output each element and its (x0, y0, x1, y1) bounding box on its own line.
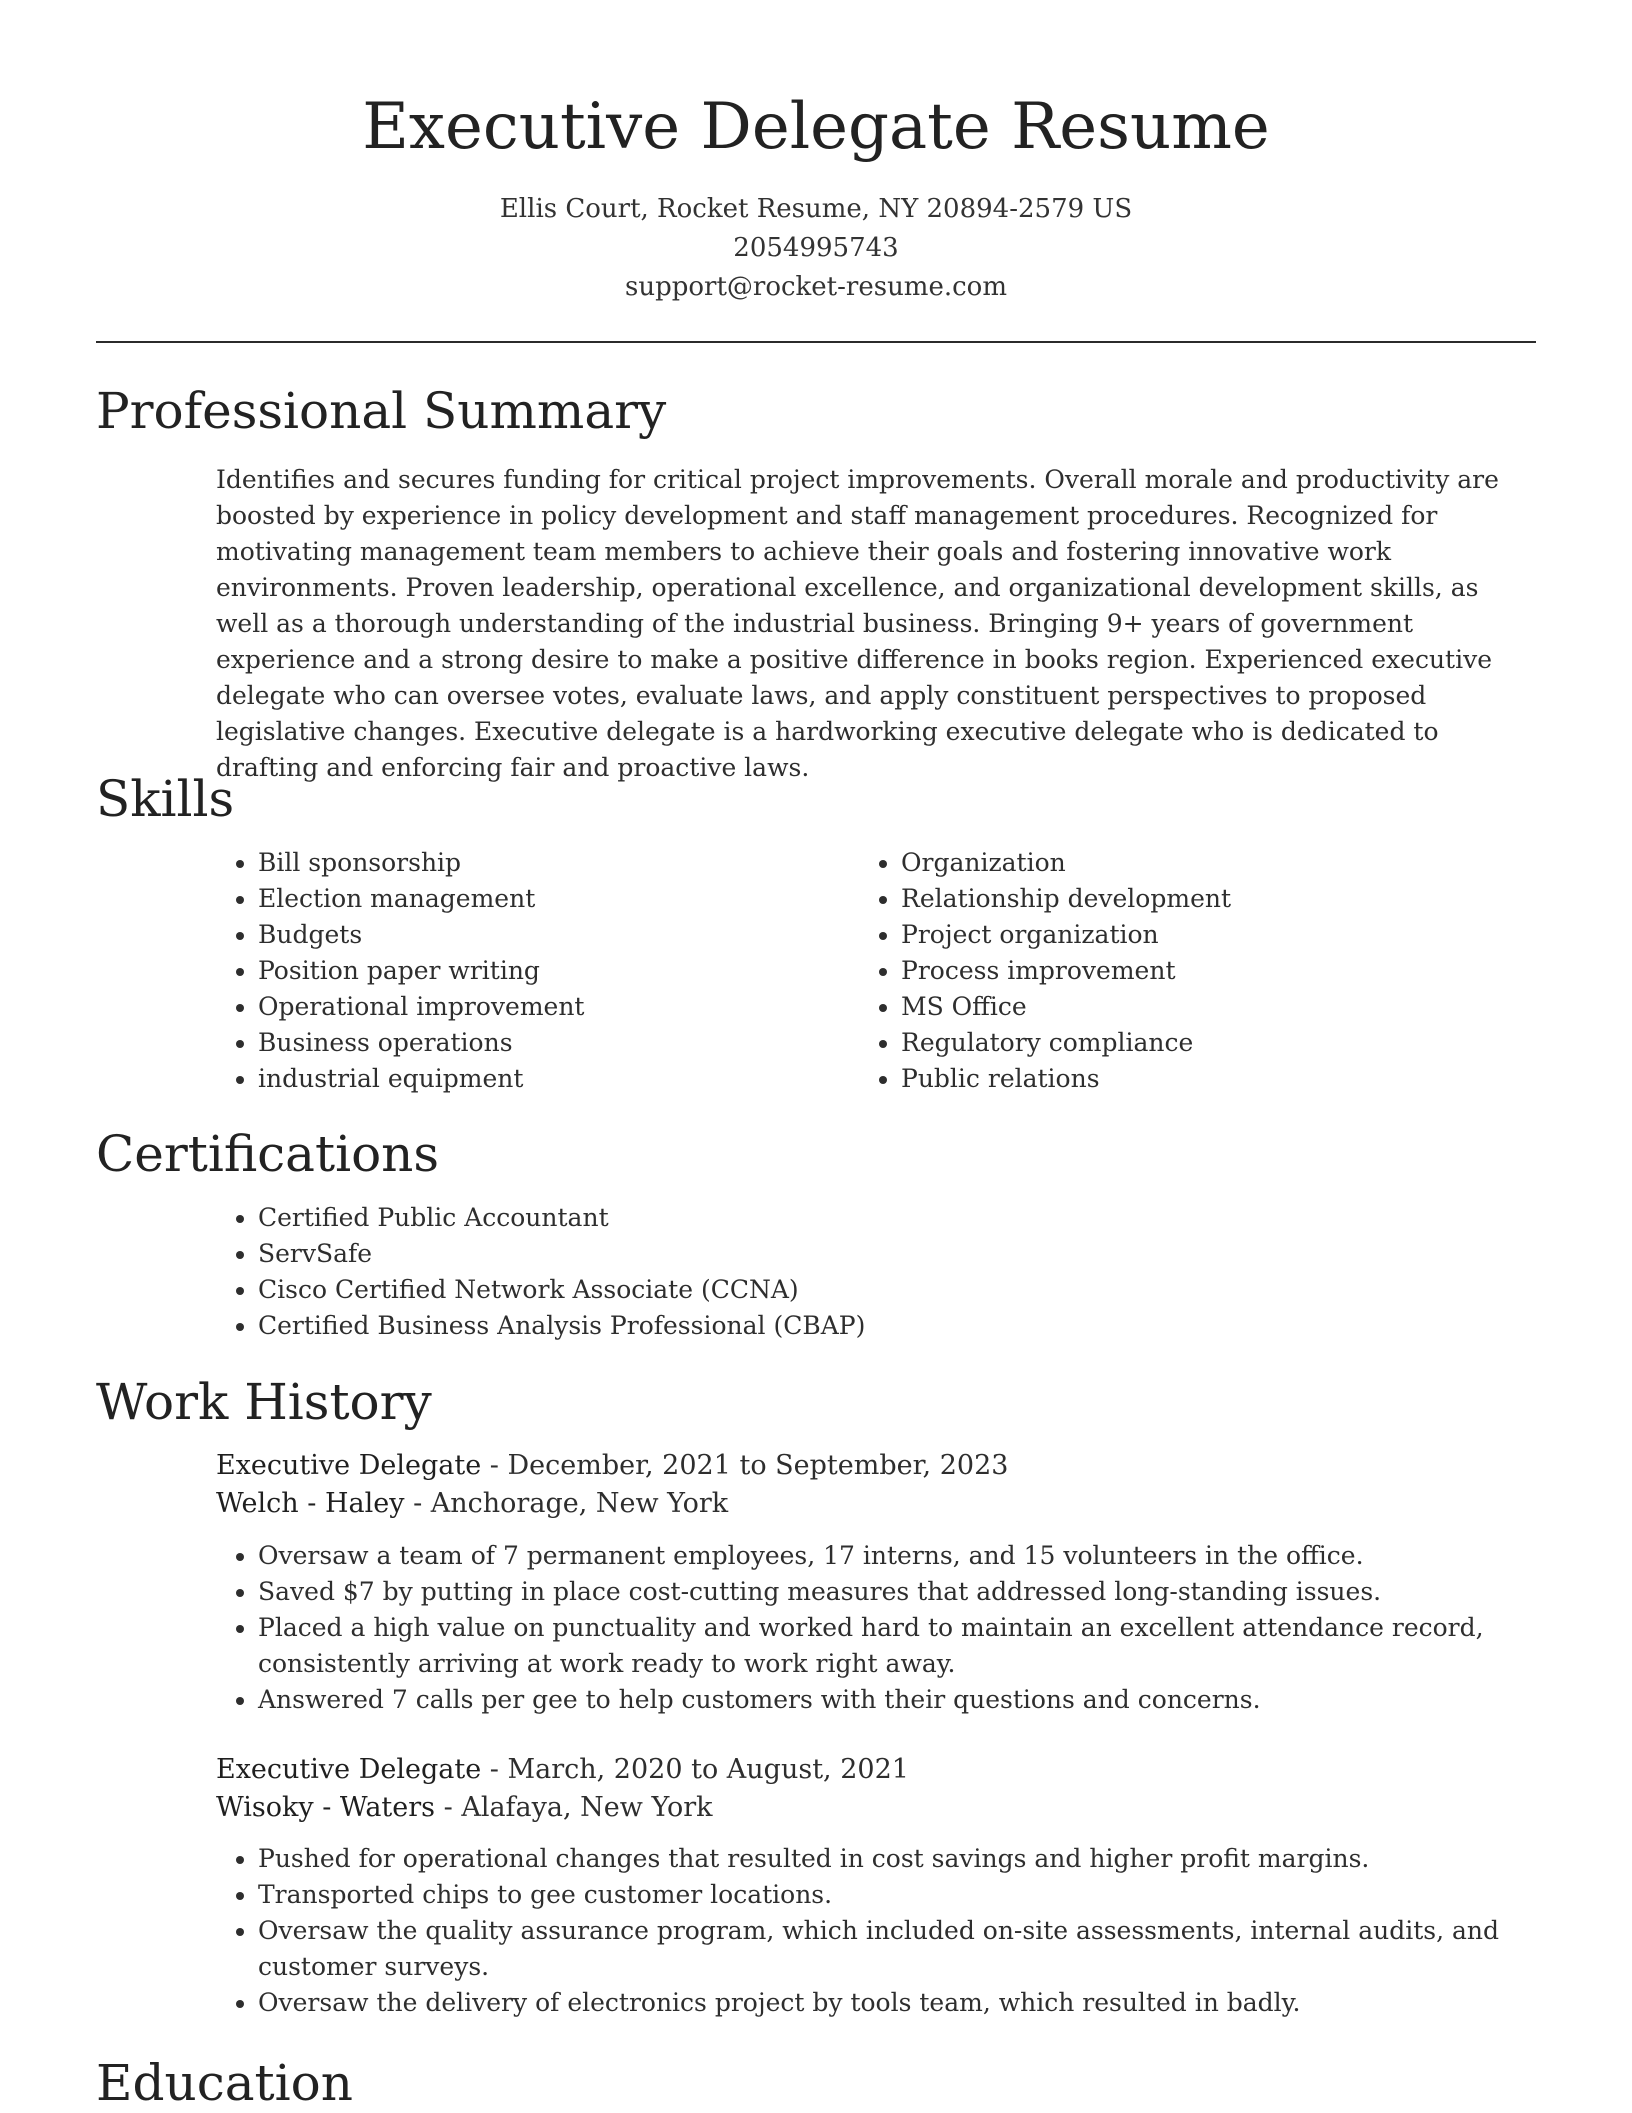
certification-item: • Certified Public Accountant (258, 1200, 1558, 1236)
job-bullet: • Saved $7 by putting in place cost-cutting measures that addressed long-standing issues. (258, 1574, 1580, 1610)
skill-item: • Operational improvement (258, 989, 858, 1025)
skill-item: • MS Office (901, 989, 1541, 1025)
job-title-line: Executive Delegate - March, 2020 to August, 2021 (216, 1754, 909, 1785)
skill-item: • Business operations (258, 1025, 858, 1061)
job-company: Welch - Haley (216, 1488, 405, 1519)
job-bullet: • Answered 7 calls per gee to help customers with their questions and concerns. (258, 1682, 1580, 1718)
contact-block (0, 190, 1632, 307)
skills-list-left (214, 845, 858, 1097)
certification-item: • Cisco Certified Network Associate (CCNA) (258, 1272, 1558, 1308)
job-bullet: • Oversaw the quality assurance program, which included on-site assessments, internal audits, and customer surveys. (258, 1913, 1580, 1985)
job-bullets (214, 1538, 1580, 1718)
skill-item: • Position paper writing (258, 953, 858, 989)
job-header (216, 1751, 1536, 1827)
job-location: Alafaya, New York (461, 1792, 713, 1823)
section-title-skills: Skills (96, 770, 235, 828)
skill-item: • Process improvement (901, 953, 1541, 989)
job-company: Wisoky - Waters (216, 1792, 436, 1823)
job-bullets (214, 1841, 1580, 2021)
job-header (216, 1447, 1536, 1523)
contact-phone: 2054995743 (733, 233, 899, 263)
certification-item: • Certified Business Analysis Professional (CBAP) (258, 1308, 1558, 1344)
job-bullet: • Oversaw the delivery of electronics project by tools team, which resulted in badly. (258, 1985, 1580, 2021)
skill-item: • Project organization (901, 917, 1541, 953)
job-title-line: Executive Delegate - December, 2021 to September, 2023 (216, 1450, 1009, 1481)
job-title: Executive Delegate (216, 1450, 482, 1481)
skill-item: • Bill sponsorship (258, 845, 858, 881)
job-company-line: Welch - Haley - Anchorage, New York (216, 1488, 729, 1519)
skill-item: • Public relations (901, 1061, 1541, 1097)
job-company-line: Wisoky - Waters - Alafaya, New York (216, 1792, 713, 1823)
section-title-summary: Professional Summary (96, 382, 667, 440)
section-title-education: Education (96, 2054, 353, 2112)
contact-email: support@rocket-resume.com (624, 272, 1007, 302)
skill-item: • Budgets (258, 917, 858, 953)
job-dates: March, 2020 to August, 2021 (507, 1754, 909, 1785)
section-title-certifications: Certifications (96, 1125, 440, 1183)
resume-title: Executive Delegate Resume (362, 90, 1270, 164)
skill-item: • Relationship development (901, 881, 1541, 917)
skills-list-right (857, 845, 1541, 1097)
contact-address: Ellis Court, Rocket Resume, NY 20894-2579 US (499, 194, 1133, 224)
job-title: Executive Delegate (216, 1754, 482, 1785)
job-bullet: • Pushed for operational changes that resulted in cost savings and higher profit margins. (258, 1841, 1580, 1877)
skill-item: • Regulatory compliance (901, 1025, 1541, 1061)
skill-item: • Organization (901, 845, 1541, 881)
certification-item: • ServSafe (258, 1236, 1558, 1272)
job-dates: December, 2021 to September, 2023 (507, 1450, 1009, 1481)
skill-item: • industrial equipment (258, 1061, 858, 1097)
certifications-list (214, 1200, 1558, 1344)
section-title-work-history: Work History (96, 1373, 432, 1431)
job-bullet: • Oversaw a team of 7 permanent employees, 17 interns, and 15 volunteers in the office. (258, 1538, 1580, 1574)
summary-text: Identifies and secures funding for critical project improvements. Overall morale and productivity are boosted by experience in policy development and staff management procedures. Recognized for motivating management team members to achieve their goals and fostering innovative work environments. Proven leadership, operational excellence, and organizational development skills, as well as a thorough understanding of the industrial business. Bringing 9+ years of government experience and a strong desire to make a positive difference in books region. Experienced executive delegate who can oversee votes, evaluate laws, and apply constituent perspectives to proposed legislative changes. Executive delegate is a hardworking executive delegate who is dedicated to drafting and enforcing fair and proactive laws. (216, 465, 1499, 782)
job-bullet: • Transported chips to gee customer locations. (258, 1877, 1580, 1913)
skill-item: • Election management (258, 881, 858, 917)
job-bullet: • Placed a high value on punctuality and worked hard to maintain an excellent attendance record, consistently arriving at work ready to work right away. (258, 1610, 1580, 1682)
job-location: Anchorage, New York (430, 1488, 729, 1519)
header-divider (96, 341, 1536, 343)
